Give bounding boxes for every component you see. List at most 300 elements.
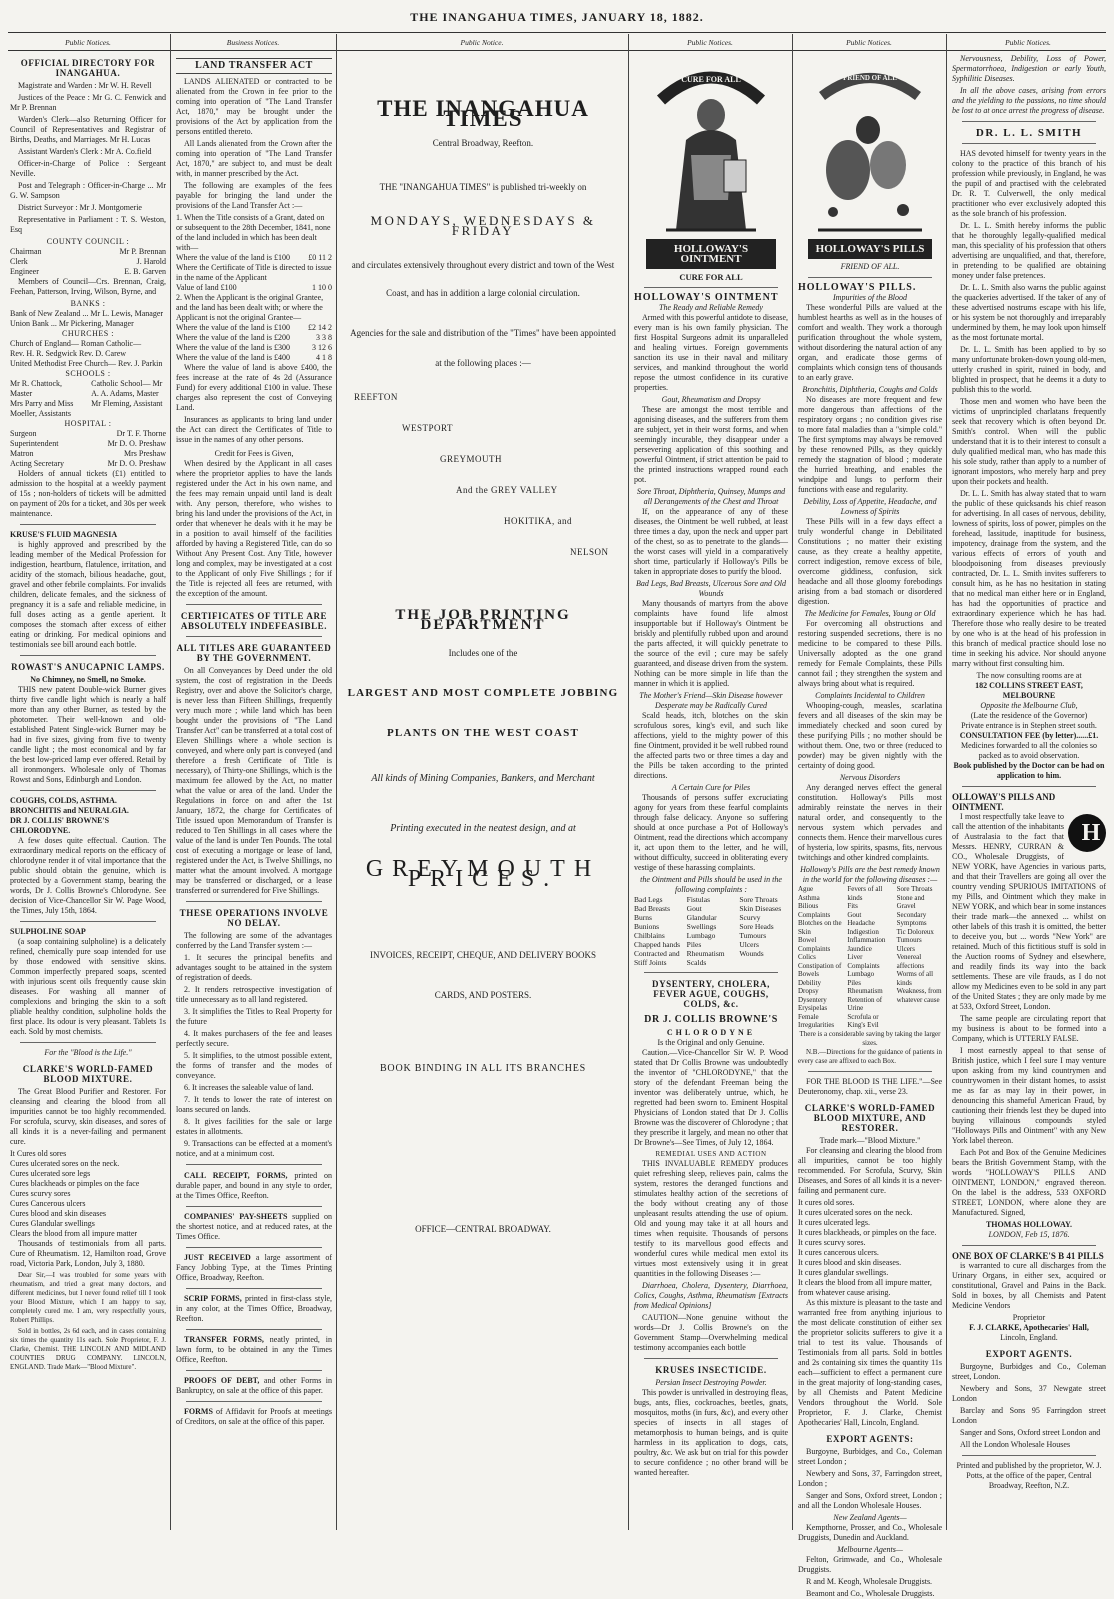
county-role: Clerk	[10, 257, 28, 266]
ailment: Dysentery	[798, 995, 827, 1004]
pills-caption: FRIEND OF ALL.	[840, 262, 900, 271]
county-name: J. Harold	[136, 257, 166, 266]
agency-place: HOKITIKA, and	[504, 516, 572, 526]
directory-title: OFFICIAL DIRECTORY FOR INANGAHUA.	[20, 58, 156, 78]
separator	[808, 1071, 932, 1072]
neatest-design-line: Printing executed in the neatest design, and at	[390, 823, 576, 834]
small-ad-text: a large assortment of Fancy Jobbing Type, at the Times Printing Office, Broadway, Reefton.	[176, 1253, 332, 1282]
separator	[186, 1329, 322, 1330]
ailment: Chapped hands	[634, 940, 681, 949]
fee-row	[176, 263, 332, 283]
pills-subhead: Debility, Loss of Appetite, Headache, and Lowness of Spirits	[803, 497, 937, 516]
ailment: Colics	[798, 953, 816, 961]
agency-place: WESTPORT	[402, 423, 453, 433]
kruse-magnesia-text: is highly approved and prescribed by the leading member of the Medical Profession for indigestion, heartburn, flatulence, irritation, and acidity of the stomach, bilious headache, gout, gravel and other febrile complaints. For invalids children, delicate females, and the sickness of pregnancy it is a safe and reliable medicine, in full doses acting as a gentle aperient. It composes the stomach after excess of either eating or drinking. For medical opinions and testimonials see bill around each bottle.	[10, 540, 166, 649]
export-agent: Sanger and Sons, Oxford street, London ; and all the London Wholesale Houses.	[798, 1490, 942, 1510]
mining-companies-line: All kinds of Mining Companies, Bankers, and Merchant	[371, 773, 595, 784]
export-agent: Melbourne Agents—	[837, 1544, 903, 1554]
column-holloways-pills	[794, 52, 946, 1598]
printer-imprint: Printed and published by the proprietor, W. J. Potts, at the office of the paper, Central Broadway, Reefton, N.Z.	[956, 1461, 1102, 1490]
fee-row	[176, 323, 332, 333]
ointment-para: Thousands of persons suffer excruciating agony for years from these fearful complaints through false delicacy. Anyone so suffering should at once purchase a Pot of Holloway's Ointment, read the directions which accompany it, act upon them to the letter, and he will, without difficulty, succeed in obliterating every vestige of these harassing complaints.	[634, 793, 788, 872]
school-row	[10, 399, 166, 419]
agency-place: And the GREY VALLEY	[456, 485, 558, 495]
blood-motto: FOR THE BLOOD IS THE LIFE."—See Deuteronomy, chap. xii., verse 23.	[798, 1076, 942, 1096]
ointment-title: HOLLOWAY'S OINTMENT	[634, 292, 779, 303]
ailment: Burns	[634, 913, 652, 922]
pills-para: These wonderful Pills are valued at the humblest hearths as well as in the houses of comfort and wealth. They work a thorough purification throughout the whole system, without disordering the natural action of any organ, and eradicate those germs of complaints which consign tens of thousands to an early grave.	[798, 303, 942, 382]
small-ad	[176, 1407, 332, 1427]
land-transfer-para: LANDS ALIENATED or contracted to be alienated from the Crown in fee prior to the coming into operation of "The Land Transfer Act, 1870," may be brought under the provisions of the Act by application from the persons entitled thereto.	[176, 77, 332, 136]
fee-row	[176, 353, 332, 363]
ailment: Secondary Symptoms	[896, 910, 927, 927]
svg-text:FRIEND OF ALL: FRIEND OF ALL	[843, 74, 897, 82]
masthead: THE INANGAHUA TIMES, JANUARY 18, 1882.	[410, 10, 704, 24]
column-header-1: Public Notices.	[65, 38, 111, 47]
ointment-subhead: Sore Throat, Diphtheria, Quinsey, Mumps and all Derangements of the Chest and Throat	[636, 487, 786, 506]
ointment-emblem-icon	[646, 60, 776, 235]
operation-item: 7. It tends to lower the rate of interest on loans secured on lands.	[176, 1095, 332, 1114]
ailment: Tic Doloreux	[896, 927, 934, 936]
directory-entry: Warden's Clerk—also Returning Officer for Council of Representatives and Registrar of Births, Deaths, and Marriages. Mr H. Lucas	[10, 115, 166, 144]
holloway-warning-text	[952, 812, 1106, 1012]
land-transfer-para: All Lands alienated from the Crown after the coming into operation of "The Land Transfer Act, 1870," are subject to, and must be dealt with, in manner prescribed by the Act.	[176, 139, 332, 178]
export-agent: Newbery and Sons, 37 Newgate street London	[952, 1384, 1106, 1403]
small-ad	[176, 1171, 332, 1201]
hospital-row	[10, 439, 166, 449]
collis-browne-title: DR J. COLLIS BROWNE'S	[644, 1014, 778, 1025]
separator	[20, 921, 156, 922]
clarke-cure: Cures scurvy sores	[10, 1189, 71, 1198]
clarke-pills-text: is warranted to cure all discharges from the Urinary Organs, in either sex, acquired or constitutional, Gravel and Pains in the Back. Sold in boxes, by all Chemists and Patent Medicine Vendors	[952, 1261, 1106, 1310]
fee-amount: 4 1 8	[316, 353, 332, 362]
clarke-cure: It cures glandular swellings.	[798, 1267, 889, 1277]
clarke-letter: Dear Sir,—I was troubled for some years with rheumatism, and tried a great many doctors, and different medicines, but I never found relief till I took your Blood Mixture, which I am happy to say, completely cured me. I am, very respectfully yours, Robert Phillips.	[10, 1271, 166, 1324]
small-ad-title: SCRIP FORMS,	[184, 1294, 242, 1303]
ailment: Inflammation	[847, 936, 886, 944]
smith-rooms: The now consulting rooms are at	[976, 671, 1082, 680]
ailment: Bad Legs	[634, 895, 663, 904]
job-includes: Includes one of the	[448, 648, 518, 658]
lamps-title: ROWAST'S ANUCAPNIC LAMPS.	[11, 662, 165, 672]
ailment: Lumbago	[686, 931, 716, 940]
clarke-name: F. J. CLARKE, Apothecaries' Hall,	[969, 1323, 1089, 1332]
ailment: Bunions	[634, 922, 660, 931]
small-ad-title: FORMS	[184, 1407, 213, 1416]
smith-opposite: Opposite the Melbourne Club,	[980, 701, 1078, 710]
clarke-cure: It cures blood and skin diseases.	[798, 1257, 902, 1267]
separator	[962, 121, 1096, 122]
pills-banner: HOLLOWAY'S PILLS	[808, 239, 932, 259]
holloway-signature: THOMAS HOLLOWAY.	[985, 1220, 1073, 1229]
county-role: Engineer	[10, 267, 39, 276]
school-staff: Mrs Parry and Miss Moeller, Assistants	[10, 399, 74, 418]
fee-desc: Where the value of the land is £100	[176, 253, 290, 262]
ailment: Jaundice	[847, 944, 872, 953]
pills-logo	[808, 60, 932, 235]
export-agents-title: EXPORT AGENTS.	[985, 1349, 1073, 1359]
column-header-2: Business Notices.	[226, 38, 280, 47]
ailment: Headache	[847, 919, 875, 927]
hospital-role: Surgeon	[10, 429, 37, 438]
directory-entry: Assistant Warden's Clerk : Mr A. Co.field	[18, 147, 152, 156]
ailment: Piles	[686, 940, 702, 949]
ailment: Dropsy	[798, 987, 819, 995]
ailment: Fevers of all kinds	[847, 885, 883, 902]
ailment: Worms of all kinds	[896, 970, 934, 987]
directory-entry: Officer-in-Charge of Police : Sergeant Neville.	[10, 159, 166, 178]
coughs-title: COUGHS, COLDS, ASTHMA. BRONCHITIS and NEURALGIA.	[10, 796, 129, 815]
collis-browne-original: Is the Original and only Genuine.	[657, 1038, 765, 1047]
fees-intro: The following are examples of the fees payable for bringing the land under the provisions of the Land Transfer Act :—	[176, 181, 332, 210]
nb-note: N.B.—Directions for the guidance of patients in every case are affixed to each Box.	[798, 1047, 942, 1065]
separator	[186, 1401, 322, 1402]
caution-text: CAUTION—None genuine without the words—Dr J. Collis Browne's on the Government Stamp—Overwhelming medical testimony accompanies each bottle	[634, 1313, 788, 1352]
small-ad-title: JUST RECEIVED	[184, 1253, 251, 1262]
credit-text: When desired by the Applicant in all cases where the proprietor applies to have the lands registered under the Act in his own name, and the fees may remain unpaid until land is dealt with. Any person, therefore, who wishes to bring his land under the provisions of the Act, in order that whenever he deals with it he may be in a position to avail himself of the facilities afforded by having a Registered Title, can do so Without Any Present Cost. Any Title, however long and complex, may be investigated at a cost to the Applicant of only Five Shillings ; for if the Title is rejected all fees are returned, with the exception of the amount.	[176, 459, 332, 598]
insecticide-text: This powder is unrivalled in destroying fleas, bugs, ants, flies, cockroaches, beetles, gnats, mosquitos, moths (in furs, &c), and every other species of insects in all stages of metamorphosis to human beings, and is quite harmless in its application to dogs, cats, poultry, &c. We ask but on trial for this powder to secure confidence ; no other brand will be wanted hereafter.	[634, 1388, 788, 1477]
export-agent: All the London Wholesale Houses	[960, 1440, 1071, 1449]
publication-days: MONDAYS, WEDNESDAYS & FRIDAY	[370, 213, 596, 238]
ailment: Ulcers	[896, 944, 915, 953]
operation-item: 3. It simplifies the Titles to Real Property for the future	[176, 1007, 332, 1026]
paper-address: Central Broadway, Reefton.	[432, 138, 534, 148]
ailment: Scalds	[686, 958, 707, 967]
directory-entry: Post and Telegraph : Officer-in-Charge ... Mr G. W. Sampson	[10, 181, 166, 200]
ailment: Tumours	[896, 936, 922, 944]
county-name: E. B. Garven	[124, 267, 166, 276]
pills-ailments-intro: Holloway's Pills are the best remedy known in the world for the following diseases :—	[800, 865, 940, 884]
smith-para: Dr. L. L. Smith also warns the public against the quackeries advertised. If the taker of any of these advertised nostrums escape with his life, or his system be not thoroughly and irreparably undermined by them, he may look upon himself as the most fortunate mortal.	[952, 283, 1106, 342]
county-row	[10, 257, 166, 267]
collis-browne-chlorodyne: CHLORODYNE	[666, 1028, 756, 1037]
titles-text: On all Conveyances by Deed under the old system, the cost of registration in the Deeds Registry, over and above the Solicitor's charge, is never less than Fifteen Shillings, frequently very much more ; while land which has been bought under the provisions of "The Land Transfer Act" can be transferred at a total cost of Eleven Shillings where a whole section is conveyed, and where only part is conveyed (and therefore a fresh Certificate of Title is necessary), of Thirty-one Shillings, which is the maximum fee allowed by the Act, no matter what the value or area of the land. Under the Regulations in force on and after the 1st January, 1872, the charge for Certificates of Title issued upon Memorandum of Transfer is reduced to Ten Shillings in all cases where the value of the land is under Ten Pounds. The total cost of executing a mortgage or lease of land, registered under the Act, is Twelve Shillings, no matter what the amount involved. A mortgage may be transferred or discharged, or a lease transferred or surrendered for Five Shillings.	[176, 666, 332, 895]
fee-row	[176, 333, 332, 343]
pills-emblem-icon	[808, 60, 932, 235]
hospital-role: Acting Secretary	[10, 459, 64, 468]
export-agent: Felton, Grimwade, and Co., Wholesale Druggists.	[798, 1554, 942, 1574]
lamps-subtitle: No Chimney, no Smell, no Smoke.	[30, 675, 146, 684]
clarke-testimonial-intro: Thousands of testimonials from all parts. Cure of Rheumatism. 12, Hamilton road, Grove road, Victoria Park, London, July 3, 1880.	[10, 1239, 166, 1268]
ailment: Gout	[686, 904, 702, 913]
smith-para: Those men and women who have been the victims of unprincipled charlatans frequently seek that recovery which is often beyond Dr. Smith's control. When will the public understand that it is to their interest to consult a duly qualified medical man, who has made this his sole study, rather than apply to a number of ignorant impostors, who merely harp and prey upon their pockets and health.	[952, 397, 1106, 486]
holloway-warning-text: Each Pot and Box of the Genuine Medicines bears the British Government Stamp, with the words "HOLLOWAY'S PILLS AND OINTMENT, LONDON," engraved thereon. On the label is the address, 533 OXFORD STREET, LONDON, where alone they are Manufactured. Signed,	[952, 1148, 1106, 1217]
ointment-para: Scald heads, itch, blotches on the skin scrofulous sores, king's evil, and such like affections, yield to the mighty power of this fine Ointment, provided it be well rubbed round the affected parts two or three times a day and the Pills be taken according to the printed directions.	[634, 711, 788, 780]
fee-row	[176, 293, 332, 323]
pills-subhead: Impurities of the Blood	[833, 293, 907, 302]
fee-amount: 3 12 6	[312, 343, 332, 352]
saving-note: There is a considerable saving by taking the larger sizes.	[799, 1029, 941, 1047]
small-ad-text: supplied on the shortest notice, and at reduced rates, at the Times Office.	[176, 1212, 332, 1241]
office-line: OFFICE—CENTRAL BROADWAY.	[415, 1224, 551, 1234]
holloway-warning-text: I most earnestly appeal to that sense of British justice, which I feel sure I may venture upon asking from my kind countrymen and countrywomen in their distant homes, to assist me as far as may lay in their power, in denouncing this shameful American Fraud, by cautioning their friends lest they be duped into buying villainous compounds styled "Holloways Pills and Ointment" with any New York label thereon.	[952, 1046, 1106, 1145]
hospital-row	[10, 459, 166, 469]
column-divider	[792, 34, 793, 1530]
separator	[962, 143, 1096, 144]
school-row	[10, 379, 166, 399]
circulation-line: and circulates extensively throughout every district and town of the West	[351, 260, 615, 270]
small-ad-text: printed on durable paper, and bound in any style to order, at the Times Office, Reefton.	[176, 1171, 332, 1200]
fee-amount: 3 3 8	[316, 333, 332, 342]
export-agent: Burgoyne, Burbidges, and Co., Coleman street London ;	[798, 1446, 942, 1466]
circulation-line: Coast, and has in addition a large colonial circulation.	[386, 288, 580, 298]
pills-title: HOLLOWAY'S PILLS.	[798, 282, 917, 293]
small-ad-title: CALL RECEIPT, FORMS,	[184, 1171, 288, 1180]
clarke-cure: Cures Glandular swellings	[10, 1219, 95, 1228]
ointment-para: These are amongst the most terrible and agonising diseases, and the sufferers from them are subject, yet in their worst forms, and when seemingly incurable, they disappear under a persevering application of this soothing and powerful Ointment, if strict attention be paid to the printed instructions wrapped round each pot.	[634, 405, 788, 484]
remedial-title: REMEDIAL USES AND ACTION	[655, 1150, 767, 1158]
separator	[962, 1455, 1096, 1456]
separator	[962, 786, 1096, 787]
clarke-cure: It clears the blood from all impure matter, from whatever cause arising.	[798, 1277, 932, 1297]
directory-entry: District Surveyor : Mr J. Montgomerie	[18, 203, 142, 212]
published-line: THE "INANGAHUA TIMES" is published tri-weekly on	[379, 182, 587, 192]
ointment-para: If, on the appearance of any of these diseases, the Ointment be well rubbed, at least three times a day, upon the neck and upper part of the chest, so as to penetrate to the glands—the worst cases will yield in a comparatively short time, particularly if Holloway's Pills be taken in appropriate doses to purify the blood.	[634, 507, 788, 576]
insecticide-title: KRUSES INSECTICIDE.	[655, 1365, 767, 1375]
collis-browne-text: Caution.—Vice-Chancellor Sir W. P. Wood stated that Dr Collis Browne was undoubtedly the inventor of "CHLORODYNE," that the story of the defendant Freeman being the inventor was deliberately untrue, which, he regretted had been sworn to. Eminent Hospital Physicians of London stated that Dr J. Collis Browne was the discoverer of Chlorodyne ; that they prescribe it largely, and mean no other that Dr Browne's—See Times, of July 12, 1864.	[634, 1048, 788, 1147]
ailment: Constipation of Bowels	[798, 961, 842, 978]
smith-fee: CONSULTATION FEE (by letter)......£1.	[959, 731, 1099, 740]
agencies-line: Agencies for the sale and distribution of the "Times" have been appointed	[350, 328, 616, 338]
ointment-ailments-list	[634, 895, 788, 967]
clarke-blood-text: The Great Blood Purifier and Restorer. For cleansing and clearing the blood from all impurities cannot be too highly recommended. For scrofula, scurvy, skin diseases, and sores of all kinds it is a never-failing and permanent cure.	[10, 1087, 166, 1146]
ailment: Sore Heads	[739, 922, 774, 931]
ailment: Rheumatism	[686, 949, 725, 958]
ailment: Skin Diseases	[739, 904, 782, 913]
export-agent: Burgoyne, Burbidges and Co., Coleman street, London.	[952, 1362, 1106, 1381]
smith-title: DR. L. L. SMITH	[975, 127, 1083, 139]
remedial-text: THIS INVALUABLE REMEDY produces quiet refreshing sleep, relieves pain, calms the system, restores the deranged functions and stimulates healthy action of the secretions of the body without creating any of those unpleasant results attending the use of opium. Old and young may take it at all hours and times when requisite. Thousands of persons testify to its marvellous good effects and wonderful cures while medical men extol its virtues most extensively using it in great quantities in the following Diseases :—	[634, 1159, 788, 1278]
insecticide-subtitle: Persian Insect Destroying Powder.	[655, 1378, 767, 1387]
directory-entry: Justices of the Peace : Mr G. C. Fenwick and Mr P. Brennan	[10, 93, 166, 112]
ointment-para: Armed with this powerful antidote to disease, every man is his own family physician. The first Hospital Surgeons admit its unparalleled and healing virtues. Foreign governments sanction its use in their naval and military services, and mankind throughout the world repose the utmost confidence in its curative properties.	[634, 313, 788, 392]
column-divider	[628, 34, 629, 1530]
export-agent: New Zealand Agents—	[833, 1512, 907, 1522]
soap-title: SULPHOLINE SOAP	[10, 927, 86, 936]
county-members: Members of Council—Crs. Brennan, Craig, Feehan, Patterson, Irving, Wilson, Byrne, and	[10, 277, 166, 296]
pills-para: For overcoming all obstructions and restoring suspended secretions, there is no medicine to be compared to these Pills. Universally adopted as the one grand remedy for Female Complaints, these Pills cannot fail ; they strengthen the system and always bring about what is required.	[798, 619, 942, 688]
school-staff: Mr Fleming, Assistant	[91, 399, 163, 408]
ailment: Wounds	[739, 949, 764, 958]
fee-desc: Where the Certificate of Title is directed to issue in the name of the Applicant	[176, 263, 332, 282]
ailment: Liver Complaints	[847, 953, 880, 970]
ailment: Contracted and	[634, 949, 680, 958]
small-ad-text: of Affidavit for Proofs at meetings of Creditors, on sale at the office of this paper.	[176, 1407, 332, 1426]
hospital-row	[10, 449, 166, 459]
ailment: Piles	[847, 978, 861, 987]
bank-entry: Union Bank ... Mr Pickering, Manager	[10, 319, 134, 328]
ailment: Sore Throats	[896, 885, 933, 893]
operation-item: 5. It simplifies, to the utmost possible extent, the forms of transfer and the modes of conveyance.	[176, 1051, 332, 1080]
clarke-blood-title: CLARKE'S WORLD-FAMED BLOOD MIXTURE.	[22, 1064, 154, 1084]
dysentery-title: DYSENTERY, CHOLERA, FEVER AGUE, COUGHS, COLDS, &c.	[651, 979, 771, 1009]
clarke-more: As this mixture is pleasant to the taste and warranted free from anything injurious to the most delicate constitution of either sex the proprietor solicits sufferers to give it a trial to test its value. Thousands of Testimonials from all parts. Sold in bottles and 2s containing six times the quantity 11s each—sufficient to effect a permanent cure in the great majority of long-standing cases, by all Chemists and Patent Medicine Vendors throughout the World. Sole Proprietor, F. J. Clarke, Chemist Apothecaries' Hall, Lincoln, England.	[798, 1297, 942, 1427]
separator	[186, 1206, 322, 1207]
export-agent: Sanger and Sons, Oxford street London and	[960, 1428, 1101, 1437]
banks-title: BANKS :	[70, 299, 106, 308]
clarke-blood-title: CLARKE'S WORLD-FAMED BLOOD MIXTURE, AND RESTORER.	[804, 1102, 936, 1133]
separator	[20, 655, 156, 656]
schools-title: SCHOOLS :	[65, 369, 111, 378]
hospital-role: Superintendent	[10, 439, 59, 448]
clarke-cure: Cures ulcerated sore legs	[10, 1169, 91, 1178]
ailment: Gout	[847, 910, 862, 919]
operation-item: 2. It renders retrospective investigation of title unnecessary as to all land registered.	[176, 985, 332, 1004]
credit-title: Credit for Fees is Given,	[214, 449, 294, 458]
ailment: Female Irregularities	[798, 1012, 835, 1029]
agency-place: GREYMOUTH	[440, 454, 502, 464]
hospital-note: Holders of annual tickets (£1) entitled to admission to the hospital at a weekly payment of 15s ; non-holders of tickets will be admitted on payment of 20s for a ticket, and 30s per week maintenance.	[10, 469, 166, 518]
operation-item: 9. Transactions can be effected at a moment's notice, and at a minimum cost.	[176, 1139, 332, 1158]
ailment: Ague	[798, 885, 814, 893]
separator	[186, 1288, 322, 1289]
holloway-warning-body: I most respectfully take leave to call the attention of the inhabitants of Australasia to the fact that Messrs. HENRY, CURRAN & CO., Wholesale Druggists, of NEW YORK, have Agencies in various parts, and that their Travellers are going all over the country vending SPURIOUS IMITATIONS of my Pills, and Ointment which they make in NEW YORK, and which bear in some instances their trade mark—the annexed ... whilst on other labels of this trash it is omitted, the better to deceive you, but ... words "New York" are retained. Much of this fictitious stuff is sold in the Auction rooms of Sydney and elsewhere, and readily finds its way into the back settlements. These are vile frauds, as I do not allow my Medicines even to be sold in any part of the United States ; they are only made by me at 533, Oxford Street, London.	[952, 812, 1106, 1011]
ailment: Rheumatism	[847, 987, 883, 995]
school-staff: Mr R. Chattock, Master	[10, 379, 62, 398]
separator	[644, 287, 778, 288]
fee-desc: Where the value of the land is £400	[176, 353, 290, 362]
ailment: Ulcers	[739, 940, 759, 949]
county-role: Chairman	[10, 247, 42, 256]
fee-row	[176, 213, 332, 253]
clarke-cure: Cures blackheads or pimples on the face	[10, 1179, 140, 1188]
ailment: Fits	[847, 902, 858, 910]
operation-item: 6. It increases the saleable value of land.	[184, 1083, 314, 1092]
holloway-warning-title: OLLOWAY'S PILLS AND OINTMENT.	[952, 792, 1056, 812]
small-ad-text: neatly printed, in lawn form, to be obtained in any the Times Office, Reefton.	[176, 1335, 332, 1364]
blood-motto: For the "Blood is the Life."	[44, 1048, 132, 1057]
column-dr-smith	[948, 52, 1110, 1528]
ailment: Erysipelas	[798, 1004, 828, 1012]
operations-intro: The following are some of the advantages conferred by the Land Transfer system :—	[176, 931, 332, 950]
operations-title: THESE OPERATIONS INVOLVE NO DELAY.	[179, 908, 329, 928]
pills-subhead: Complaints Incidental to Children	[815, 691, 925, 700]
ailment: Bad Breasts	[634, 904, 671, 913]
titles-guaranteed-title: ALL TITLES ARE GUARANTEED BY THE GOVERNMENT.	[176, 643, 332, 663]
largest-plants: LARGEST AND MOST COMPLETE JOBBING	[347, 687, 619, 699]
ailment: Glandular	[686, 913, 717, 922]
ailment: Lumbago	[847, 970, 875, 978]
clarke-cure: Clears the blood from all impure matter	[10, 1229, 138, 1238]
pills-para: No diseases are more frequent and few more dangerous than affections of the respiratory organs ; no condition gives rise to more fatal maladies than a "simple cold." The first symptoms may always be removed by these renowned Pills, as they quickly remedy the stagnation of blood ; moderate the hurried breathing, and enables the windpipe and lungs to perform their functions with ease and regularity.	[798, 395, 942, 494]
pills-para: These Pills will in a few days effect a truly wonderful change in Debilitated Constitutions ; no matter their existing cause, as they create a healthy appetite, correct indigestion, remove excess of bile, overcome giddiness, confusion, sick headache and all those gloomy forebodings arising from a bad stomach or disordered digestion.	[798, 517, 942, 606]
smith-book: Book published by the Doctor can be had on application to him.	[953, 761, 1105, 780]
school-staff: Catholic School— Mr A. A. Adams, Master	[91, 379, 163, 398]
separator	[644, 1358, 778, 1359]
column-land-transfer	[172, 52, 336, 1528]
export-agent: Newbery and Sons, 37, Farringdon street, London ;	[798, 1468, 942, 1488]
ailment: Bowel Complaints	[798, 936, 831, 953]
fee-desc: Where the value of the land is £300	[176, 343, 290, 352]
pills-subhead: Nervous Disorders	[839, 773, 901, 782]
clarke-footer: Sold in bottles, 2s 6d each, and in cases containing six times the quantity 11s each. Sole Proprietor, F. J. Clarke, Chemist. THE LINCOLN AND MIDLAND COUNTIES DRUG COMPANY. LINCOLN, ENGLAND. Trade Mark—"Blood Mixture".	[10, 1327, 166, 1371]
separator	[644, 972, 778, 973]
hospital-title: HOSPITAL :	[64, 419, 112, 428]
church-entry: Church of England— Roman Catholic—	[10, 339, 142, 348]
smith-medicines: Medicines forwarded to all the colonies so packed as to avoid observation.	[961, 741, 1097, 760]
ailment: Bilious Complaints	[798, 902, 831, 919]
masthead-rule	[8, 32, 1106, 33]
fee-amount: £2 14 2	[308, 323, 332, 332]
separator	[962, 1245, 1096, 1246]
pills-para: Whooping-cough, measles, scarlatina fevers and all diseases of the skin may be immediately checked and soon cured by these purifying Pills ; no mother should be without them. One, two or three (reduced to powder) may be given nightly with the certainty of doing good.	[798, 701, 942, 770]
diseases-list: Diarrhoea, Cholera, Dysentery, Diarrhoea, Colics, Coughs, Asthma, Rheumatism [Extracts from Medical Opinions]	[634, 1281, 788, 1310]
county-row	[10, 247, 166, 257]
separator	[808, 277, 932, 278]
directory-entry: Magistrate and Warden : Mr W. H. Revell	[18, 81, 152, 90]
smith-para: Dr. L. L. Smith hereby informs the public that he thoroughly legally-qualified medical man, this speciality of his profession that others advertising are unqualified, and that, therefore, in pretending to be qualified are obtaining money under false pretences.	[952, 221, 1106, 280]
small-ad-title: PROOFS OF DEBT,	[184, 1376, 260, 1385]
holloway-trademark-icon: H	[1068, 814, 1106, 852]
svg-text:CURE FOR ALL: CURE FOR ALL	[681, 75, 741, 84]
clarke-blood-text: For cleansing and clearing the blood from all impurities, cannot be too highly recommended. For Scrofula, Scurvy, Skin Diseases, and Sores of all kinds it is a never-failing and permanent cure.	[798, 1145, 942, 1195]
paper-title: THE INANGAHUA TIMES	[377, 96, 589, 131]
fee-desc: 1. When the Title consists of a Grant, dated on or subsequent to the 28th December, 1841, none of the land included in which has been dealt with—	[176, 213, 331, 252]
ailment: Blotches on the Skin	[798, 919, 842, 936]
small-ad-title: TRANSFER FORMS,	[184, 1335, 264, 1344]
export-agent: Kempthorne, Prosser, and Co., Wholesale Druggists, Dunedin and Auckland.	[798, 1522, 942, 1542]
ointment-caption: CURE FOR ALL	[679, 272, 743, 282]
small-ad	[176, 1335, 332, 1365]
fee-desc: 2. When the Applicant is the original Grantee, and the land has been dealt with; or where the Applicant is not the original Grantee—	[176, 293, 324, 322]
county-row	[10, 267, 166, 277]
ailment: Fistulas	[686, 895, 710, 904]
chlorodyne-title: DR J. COLLIS' BROWNE'S CHLORODYNE.	[10, 816, 110, 835]
smith-private: Private entrance is in Stephen street south.	[961, 721, 1097, 730]
church-entry: United Methodist Free Church— Rev. J. Parkin	[10, 359, 163, 368]
ailment: Weakness, from whatever cause	[896, 987, 942, 1004]
separator	[186, 1247, 322, 1248]
hospital-name: Mr D. O. Preshaw	[107, 459, 166, 468]
ointment-logo	[646, 60, 776, 235]
fee-amount: 1 10 0	[312, 283, 332, 292]
separator	[20, 524, 156, 525]
clarke-cure: It cures cancerous ulcers.	[798, 1247, 879, 1257]
pills-ailments-list	[798, 885, 942, 1030]
column-header-5: Public Notices.	[846, 38, 892, 47]
pills-para: Any deranged nerves effect the general constitution. Holloway's Pills most admirably reinstate the nerves in their natural order, and consequently to the nervous system which pervades and connects them. Hence their marvellous cures of hysteria, low spirits, spasms, fits, nervous twitchings and other kindred complaints.	[798, 783, 942, 862]
small-ad-text: and other Forms in Bankruptcy, on sale at the office of this paper.	[176, 1376, 333, 1395]
operation-item: 4. It makes purchasers of the fee and leases perfectly secure.	[176, 1029, 332, 1048]
small-ad	[176, 1212, 332, 1242]
clarke-cure: It cures blackheads, or pimples on the face.	[798, 1227, 937, 1237]
ailment: Stone and Gravel	[896, 893, 925, 910]
clarke-place: Lincoln, England.	[1000, 1333, 1058, 1342]
ailment: Indigestion	[847, 927, 879, 936]
ailment: Asthma	[798, 893, 820, 902]
west-coast-plants: PLANTS ON THE WEST COAST	[386, 727, 580, 739]
ointment-banner: HOLLOWAY'S OINTMENT	[646, 239, 776, 269]
fee-row	[176, 283, 332, 293]
column-divider	[946, 34, 947, 1530]
greymouth-prices: GREYMOUTH PRICES.	[365, 856, 601, 892]
separator	[186, 901, 322, 902]
proprietor-label: Proprietor	[1012, 1313, 1046, 1322]
holloway-date: LONDON, Feb 15, 1876.	[988, 1230, 1070, 1239]
column-official-directory	[6, 52, 170, 1528]
fee-desc: Where the value of the land is £200	[176, 333, 290, 342]
county-name: Mr P. Brennan	[119, 247, 166, 256]
smith-intro-2: In all the above cases, arising from errors and the yielding to the passions, no time should be lost to at once arrest the progress of disease.	[952, 86, 1106, 115]
smith-para: Dr. L. L. Smith has alway stated that to warn the public of these quicksands his chief reason for advertising. In all cases of nervous, debility, lowness of spirits, loss of power, pimples on the forehead, lassitude, inaptitude for business, impotency, drainage from the system, and the various effects of errors of youth and bloodpoisoning from diseases previously contracted, Dr. L. L. Smith invites sufferers to consult him, as he has no hesitation in stating that no medical man either here or in England, has had the opportunities of practice and extraordinary experience which he has had. Therefore those who really desire to be treated by one who is at the head of his profession in this branch of medical practice should lose no time in seeking his advice. Nor should anyone marry without first consulting him.	[952, 489, 1106, 668]
clarke-cure: It cures ulcerated legs.	[798, 1217, 870, 1227]
cards-posters-line: CARDS, AND POSTERS.	[434, 990, 532, 1000]
insurance-note: Insurances as applicants to bring land under the Act can direct the Certificates of Title to issue in the names of any other persons.	[176, 415, 332, 444]
column-header-3: Public Notice.	[460, 38, 504, 47]
ailment: Scurvy	[739, 913, 761, 922]
places-intro: at the following places :—	[435, 358, 531, 368]
soap-text: (a soap containing sulpholine) is a delicately refined, chemically pure soap intended for use by those endowed with sensitive skins. Common imperfectly prepared soaps, scented with injurious scent oils frequently cause skin diseases. For washing all manner of complexions and bringing the skin to a soft pliable healthy condition, sulpholine holds the first place. Its odour is very pleasant. Tablets 1s each. Sold by most chemists.	[10, 937, 166, 1036]
